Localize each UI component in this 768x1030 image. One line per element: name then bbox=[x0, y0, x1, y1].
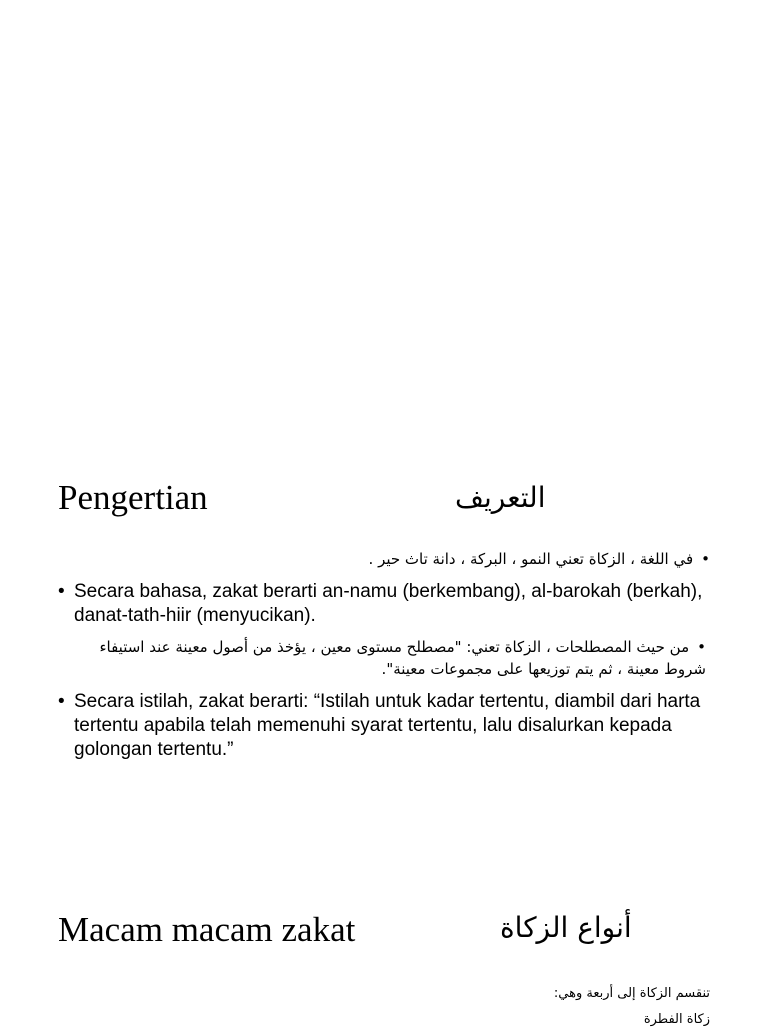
bullet-icon: • bbox=[701, 550, 710, 568]
list-item-latin-1 bbox=[58, 580, 710, 628]
section2-intro: تنقسم الزكاة إلى أربعة وهي: bbox=[553, 986, 710, 1001]
list-item-arabic-2 bbox=[58, 636, 710, 680]
section1-bullet-list bbox=[58, 548, 710, 762]
bullet-icon: • bbox=[58, 691, 65, 712]
section2-first-type: زكاة الفطرة bbox=[643, 1012, 710, 1027]
list-item-arabic-1 bbox=[58, 548, 710, 570]
section2-title: Macam macam zakat bbox=[58, 910, 356, 949]
section1-arabic-title: التعريف bbox=[455, 481, 546, 514]
section1-title: Pengertian bbox=[58, 478, 208, 517]
bullet-icon: • bbox=[697, 638, 706, 656]
item-text: من حيث المصطلحات ، الزكاة تعني: "مصطلح مستوى معين ، يؤخذ من أصول معينة عند استيفاء شروط معينة ، ثم يتم توزيعها على مجموعات معينة". bbox=[99, 638, 706, 678]
item-text: Secara bahasa, zakat berarti an-namu (berkembang), al-barokah (berkah), danat-tath-hiir (menyucikan). bbox=[74, 581, 703, 626]
item-text: Secara istilah, zakat berarti: “Istilah untuk kadar tertentu, diambil dari harta tertentu apabila telah memenuhi syarat tertentu, lalu disalurkan kepada golongan tertentu.” bbox=[74, 691, 701, 760]
section2-arabic-title: أنواع الزكاة bbox=[500, 911, 632, 944]
item-text: في اللغة ، الزكاة تعني النمو ، البركة ، دانة تاث حير . bbox=[368, 550, 694, 568]
bullet-icon: • bbox=[58, 581, 65, 602]
list-item-latin-2 bbox=[58, 690, 710, 762]
